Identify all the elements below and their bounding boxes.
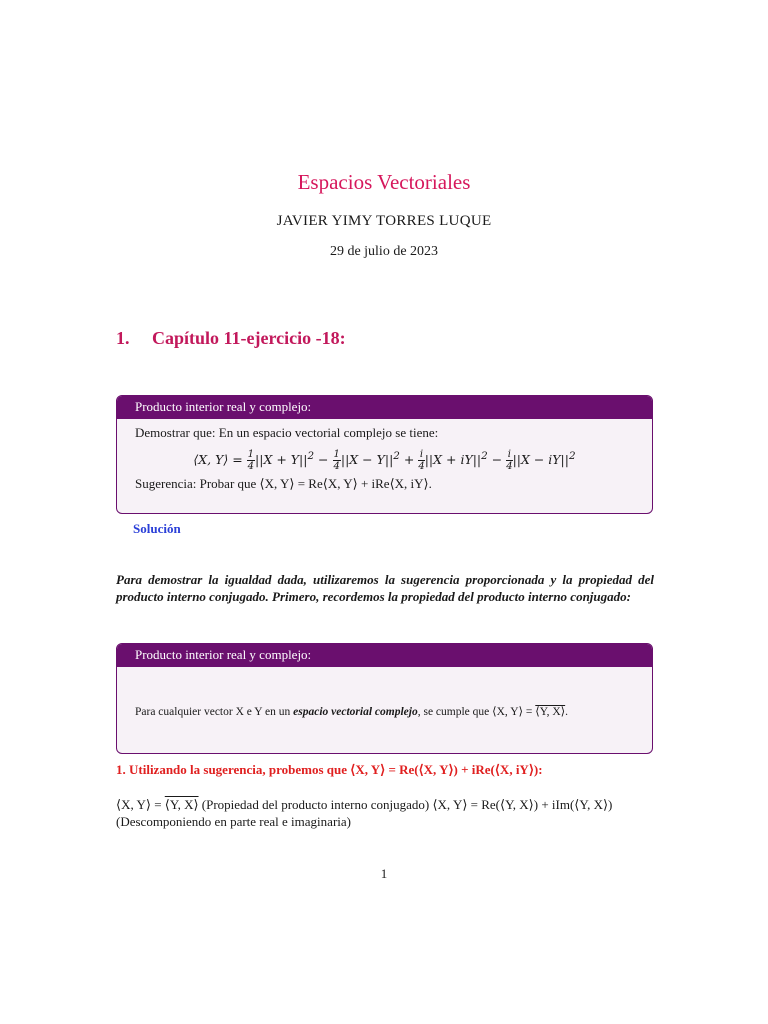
page-number: 1 xyxy=(380,866,388,881)
polarization-formula: ⟨X, Y⟩ = $\frac{1}{4}$ $||X + Y||^2$ − $\frac{1}{4}$ $||X - Y||^2$ + $\frac{i}{4}$ $||X + iY||^2$ − $\frac{i}{4}$ $||X - iY||^2$ xyxy=(193,449,576,472)
box2-text-after: , se cumple que ⟨X, Y⟩ = xyxy=(417,706,536,718)
theorem-box-2 xyxy=(116,643,653,754)
body-lhs: ⟨X, Y⟩ = xyxy=(116,797,165,812)
theorem-box-1 xyxy=(116,395,653,514)
theorem-box-1-title: Producto interior real y complejo: xyxy=(117,396,652,419)
body-conjugate: ⟨Y, X⟩ xyxy=(164,797,199,812)
document-title: Espacios Vectoriales xyxy=(297,170,471,194)
box2-emphasis: espacio vectorial complejo xyxy=(293,706,418,718)
box2-text-before: Para cualquier vector X e Y en un xyxy=(135,706,294,718)
box2-text-end: . xyxy=(565,706,569,718)
theorem-box-1-hint: Sugerencia: Probar que ⟨X, Y⟩ = Re⟨X, Y⟩ + iRe⟨X, iY⟩. xyxy=(135,476,432,491)
intro-paragraph: Para demostrar la igualdad dada, utilizaremos la sugerencia proporcionada y la propiedad del producto interno conjugado. Primero, recordemos la propiedad del producto interno conjugado: xyxy=(116,572,654,604)
theorem-box-2-title: Producto interior real y complejo: xyxy=(117,644,652,667)
section-heading xyxy=(116,328,346,349)
box2-conjugate: ⟨Y, X⟩ xyxy=(535,706,566,718)
section-title: Capítulo 11-ejercicio -18: xyxy=(152,328,346,348)
section-number: 1. xyxy=(116,328,130,348)
body-rest: (Propiedad del producto interno conjugado) ⟨X, Y⟩ = Re(⟨Y, X⟩) + iIm(⟨Y, X⟩) (Descomponiendo en parte real e imaginaria) xyxy=(116,797,613,829)
solution-label: Solución xyxy=(133,521,181,536)
step-1-heading: 1. Utilizando la sugerencia, probemos que ⟨X, Y⟩ = Re(⟨X, Y⟩) + iRe(⟨X, iY⟩): xyxy=(116,762,543,777)
theorem-box-2-body xyxy=(117,667,652,724)
document-date: 29 de julio de 2023 xyxy=(329,244,439,259)
step-1-body xyxy=(116,796,656,830)
theorem-box-1-body xyxy=(117,419,652,498)
theorem-box-1-intro: Demostrar que: En un espacio vectorial complejo se tiene: xyxy=(135,425,439,440)
author-name: JAVIER YIMY TORRES LUQUE xyxy=(276,213,492,229)
